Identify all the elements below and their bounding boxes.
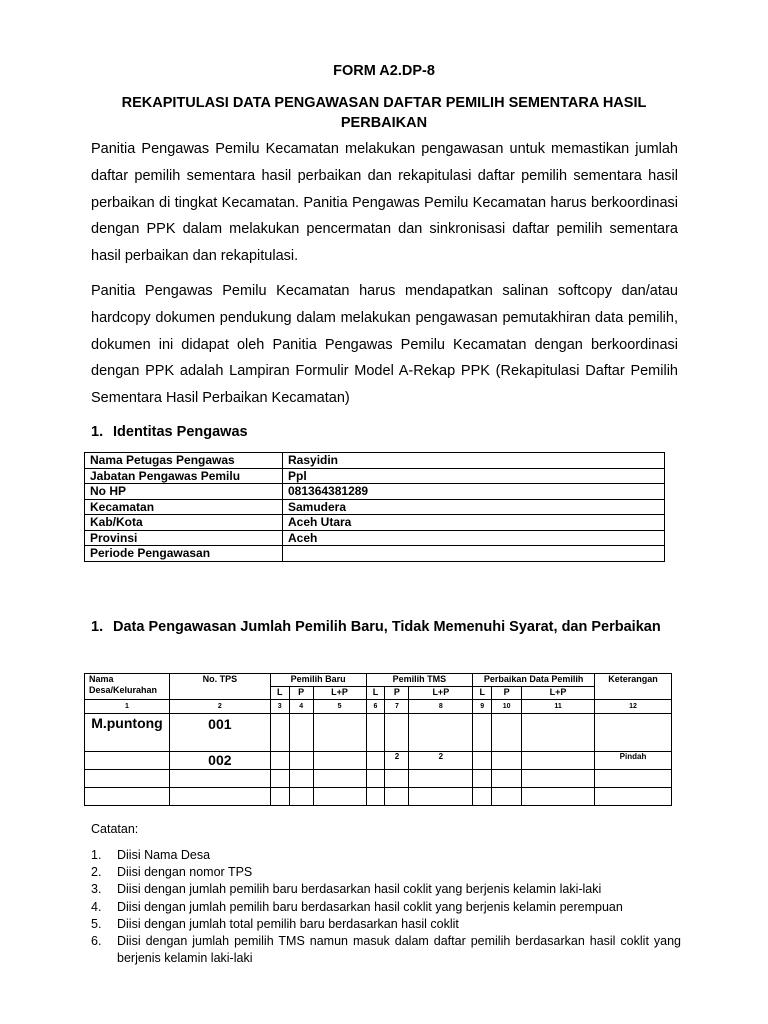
list-item	[91, 864, 681, 881]
cell-empty	[313, 752, 366, 770]
table-row	[85, 770, 672, 788]
section-title: Identitas Pengawas	[113, 424, 248, 440]
note-number: 2.	[91, 865, 102, 880]
cell-empty	[289, 752, 313, 770]
subheader-p: P	[385, 687, 409, 700]
header-no-tps: No. TPS	[169, 674, 270, 700]
list-item	[91, 933, 681, 967]
identity-label: Jabatan Pengawas Pemilu	[85, 468, 283, 484]
cell-empty	[366, 752, 385, 770]
cell-empty	[169, 788, 270, 806]
note-number: 5.	[91, 916, 102, 931]
intro-paragraph-2: Panitia Pengawas Pemilu Kecamatan harus mendapatkan salinan softcopy dan/atau hardcopy dokumen pendukung dalam melakukan pengawasan pemutakhiran data pemilih, dokumen ini didapat oleh Panitia Pengawas Pemilu Kecamatan dengan berkoordinasi dengan PPK adalah Lampiran Formulir Model A-Rekap PPK (Rekapitulasi Daftar Pemilih Sementara Hasil Perbaikan Kecamatan)	[91, 283, 678, 407]
subheader-p: P	[492, 687, 522, 700]
header-pemilih-tms: Pemilih TMS	[366, 674, 473, 687]
column-index: 11	[522, 700, 595, 714]
identity-label: Kab/Kota	[85, 515, 283, 531]
cell-empty	[85, 788, 170, 806]
cell-empty	[366, 788, 385, 806]
table-row	[85, 752, 672, 770]
cell-empty	[313, 770, 366, 788]
cell-empty	[385, 788, 409, 806]
cell-empty	[385, 770, 409, 788]
table-row	[85, 484, 665, 500]
cell-empty	[473, 714, 492, 752]
cell-tms-p: 2	[385, 752, 409, 770]
cell-tps: 001	[169, 714, 270, 752]
list-item	[91, 899, 681, 916]
identity-value: Aceh Utara	[283, 515, 665, 531]
cell-empty	[473, 770, 492, 788]
header-keterangan: Keterangan	[594, 674, 671, 700]
section-number: 1.	[91, 424, 104, 440]
column-index: 12	[594, 700, 671, 714]
cell-keterangan	[594, 714, 671, 752]
cell-desa: M.puntong	[85, 714, 170, 752]
notes-title: Catatan:	[91, 822, 139, 836]
list-item	[91, 847, 681, 864]
identity-value: Rasyidin	[283, 453, 665, 469]
table-row	[85, 714, 672, 752]
column-index: 5	[313, 700, 366, 714]
table-row	[85, 499, 665, 515]
notes-list	[91, 847, 681, 967]
subheader-l: L	[270, 687, 289, 700]
cell-empty	[409, 788, 473, 806]
cell-empty	[492, 714, 522, 752]
note-number: 4.	[91, 899, 102, 914]
section-heading-identitas	[91, 424, 248, 440]
cell-empty	[522, 788, 595, 806]
column-index: 6	[366, 700, 385, 714]
cell-tps: 002	[169, 752, 270, 770]
cell-empty	[492, 770, 522, 788]
column-index: 10	[492, 700, 522, 714]
identity-value	[283, 546, 665, 562]
section-heading-data	[91, 617, 678, 638]
table-row	[85, 515, 665, 531]
cell-empty	[366, 770, 385, 788]
column-index: 3	[270, 700, 289, 714]
note-text: Diisi dengan jumlah pemilih baru berdasarkan hasil coklit yang berjenis kelamin laki-laki	[117, 882, 602, 897]
column-index: 2	[169, 700, 270, 714]
cell-empty	[270, 714, 289, 752]
form-code: FORM A2.DP-8	[333, 63, 435, 79]
identity-label: Periode Pengawasan	[85, 546, 283, 562]
note-text: Diisi Nama Desa	[117, 848, 211, 862]
column-index: 4	[289, 700, 313, 714]
cell-empty	[409, 770, 473, 788]
column-index: 1	[85, 700, 170, 714]
identity-value: Ppl	[283, 468, 665, 484]
note-number: 3.	[91, 882, 102, 897]
cell-empty	[522, 752, 595, 770]
table-row	[85, 453, 665, 469]
list-item	[91, 881, 681, 898]
cell-empty	[473, 788, 492, 806]
cell-empty	[289, 714, 313, 752]
note-text: Diisi dengan jumlah total pemilih baru berdasarkan hasil coklit	[117, 916, 459, 931]
cell-empty	[522, 714, 595, 752]
cell-tms-lp	[409, 714, 473, 752]
cell-empty	[313, 788, 366, 806]
subheader-p: P	[289, 687, 313, 700]
subheader-l: L	[366, 687, 385, 700]
cell-desa	[85, 752, 170, 770]
table-row	[85, 468, 665, 484]
note-number: 1.	[91, 848, 102, 862]
note-number: 6.	[91, 934, 102, 949]
cell-empty	[594, 788, 671, 806]
cell-tms-p	[385, 714, 409, 752]
cell-empty	[289, 788, 313, 806]
cell-empty	[522, 770, 595, 788]
subheader-lp: L+P	[313, 687, 366, 700]
table-row	[85, 530, 665, 546]
identity-label: Kecamatan	[85, 499, 283, 515]
header-row	[85, 674, 672, 687]
cell-empty	[366, 714, 385, 752]
subheader-lp: L+P	[409, 687, 473, 700]
cell-empty	[270, 770, 289, 788]
note-text: Diisi dengan nomor TPS	[117, 865, 253, 880]
identity-value: 081364381289	[283, 484, 665, 500]
header-perbaikan: Perbaikan Data Pemilih	[473, 674, 595, 687]
cell-keterangan: Pindah	[594, 752, 671, 770]
identity-value: Samudera	[283, 499, 665, 515]
cell-empty	[85, 770, 170, 788]
identity-label: Provinsi	[85, 530, 283, 546]
note-text: Diisi dengan jumlah pemilih TMS namun masuk dalam daftar pemilih berdasarkan hasil coklit yang berjenis kelamin laki-laki	[117, 934, 681, 966]
identity-value: Aceh	[283, 530, 665, 546]
column-index: 8	[409, 700, 473, 714]
list-item	[91, 916, 681, 933]
cell-empty	[270, 788, 289, 806]
section-number: 1.	[91, 619, 104, 635]
cell-empty	[289, 770, 313, 788]
cell-empty	[492, 788, 522, 806]
cell-empty	[473, 752, 492, 770]
subheader-lp: L+P	[522, 687, 595, 700]
column-index: 7	[385, 700, 409, 714]
cell-empty	[594, 770, 671, 788]
subheader-l: L	[473, 687, 492, 700]
table-row	[85, 788, 672, 806]
identity-label: Nama Petugas Pengawas	[85, 453, 283, 469]
column-index-row	[85, 700, 672, 714]
form-title: REKAPITULASI DATA PENGAWASAN DAFTAR PEMILIH SEMENTARA HASIL PERBAIKAN	[121, 95, 647, 131]
cell-empty	[169, 770, 270, 788]
cell-empty	[313, 714, 366, 752]
header-nama-desa: Nama Desa/Kelurahan	[85, 674, 170, 700]
intro-paragraph-1: Panitia Pengawas Pemilu Kecamatan melakukan pengawasan untuk memastikan jumlah daftar pemilih sementara hasil perbaikan dan rekapitulasi daftar pemilih sementara hasil perbaikan di tingkat Kecamatan. Panitia Pengawas Pemilu Kecamatan harus berkoordinasi dengan PPK dalam melakukan pencermatan dan sinkronisasi daftar pemilih sementara hasil perbaikan dan rekapitulasi.	[91, 141, 678, 265]
header-pemilih-baru: Pemilih Baru	[270, 674, 366, 687]
cell-empty	[492, 752, 522, 770]
table-row	[85, 546, 665, 562]
note-text: Diisi dengan jumlah pemilih baru berdasarkan hasil coklit yang berjenis kelamin perempuan	[117, 899, 623, 914]
identity-label: No HP	[85, 484, 283, 500]
data-table	[84, 673, 672, 806]
section-title: Data Pengawasan Jumlah Pemilih Baru, Tidak Memenuhi Syarat, dan Perbaikan	[113, 619, 661, 635]
cell-tms-lp: 2	[409, 752, 473, 770]
column-index: 9	[473, 700, 492, 714]
identity-table	[84, 452, 665, 562]
cell-empty	[270, 752, 289, 770]
